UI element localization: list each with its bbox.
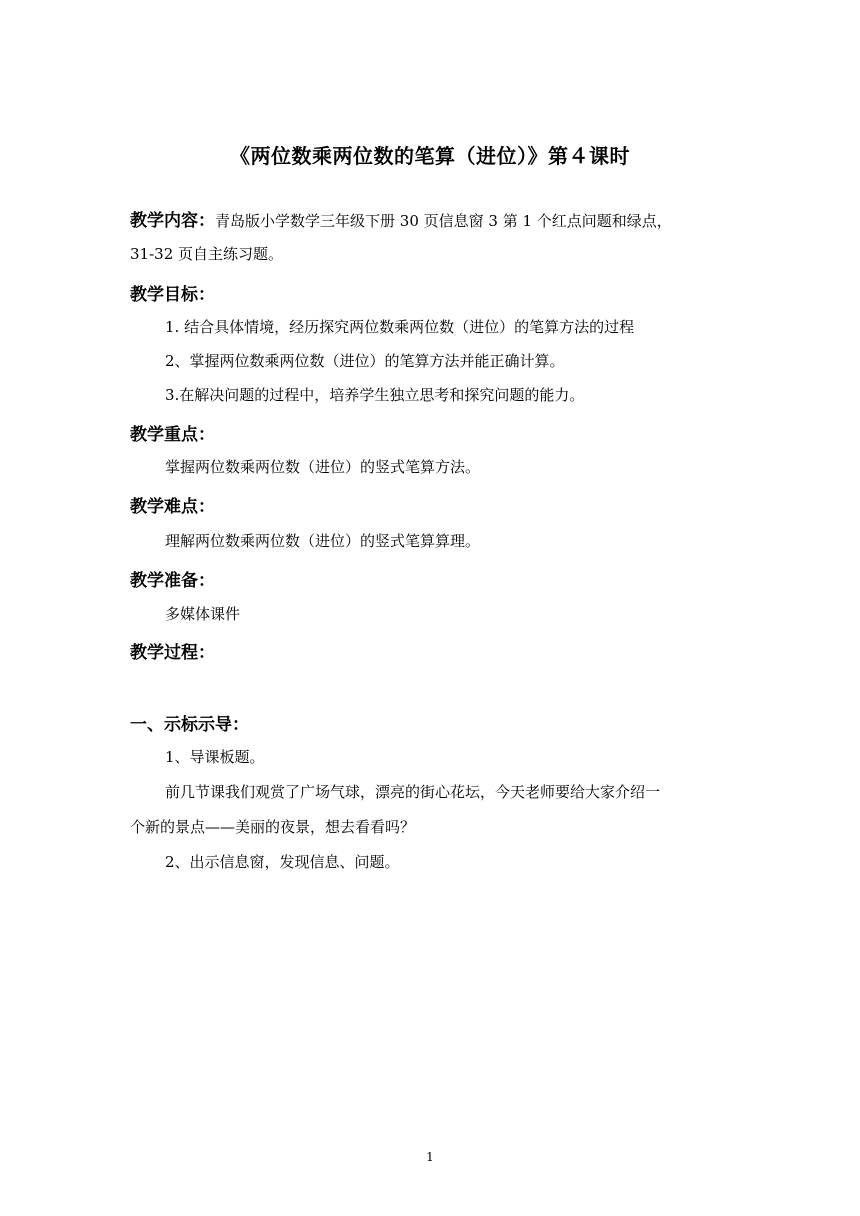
- section1-heading: 一、示标示导：: [130, 715, 249, 735]
- key-point-label: 教学重点：: [130, 425, 215, 445]
- key-point-text: 掌握两位数乘两位数（进位）的竖式笔算方法。: [165, 458, 481, 476]
- section1-paragraph-line1: 前几节课我们观赏了广场气球，漂亮的街心花坛，今天老师要给大家介绍一: [165, 783, 661, 801]
- goals-label: 教学目标：: [130, 285, 215, 305]
- preparation-label: 教学准备：: [130, 571, 215, 591]
- goal-item-1: 1. 结合具体情境，经历探究两位数乘两位数（进位）的笔算方法的过程: [165, 318, 635, 336]
- process-label: 教学过程：: [130, 643, 215, 663]
- difficulty-label: 教学难点：: [130, 497, 215, 517]
- section1-paragraph-line2: 个新的景点——美丽的夜景，想去看看吗？: [130, 818, 416, 836]
- content-row: [130, 206, 672, 231]
- goal-item-3: 3.在解决问题的过程中，培养学生独立思考和探究问题的能力。: [165, 386, 585, 404]
- content-text-line2: 31-32 页自主练习题。: [130, 245, 284, 263]
- content-text-line1: 青岛版小学数学三年级下册 30 页信息窗 3 第 1 个红点问题和绿点，: [215, 212, 672, 230]
- content-label: 教学内容：: [130, 211, 215, 231]
- goal-item-2: 2、掌握两位数乘两位数（进位）的笔算方法并能正确计算。: [165, 352, 565, 370]
- section1-step1: 1、导课板题。: [165, 748, 265, 766]
- section1-step2: 2、出示信息窗，发现信息、问题。: [165, 853, 400, 871]
- preparation-text: 多媒体课件: [165, 605, 241, 623]
- page-number: 1: [426, 1150, 434, 1164]
- difficulty-text: 理解两位数乘两位数（进位）的竖式笔算算理。: [165, 532, 481, 550]
- document-title: 《两位数乘两位数的笔算（进位）》第４课时: [230, 144, 630, 168]
